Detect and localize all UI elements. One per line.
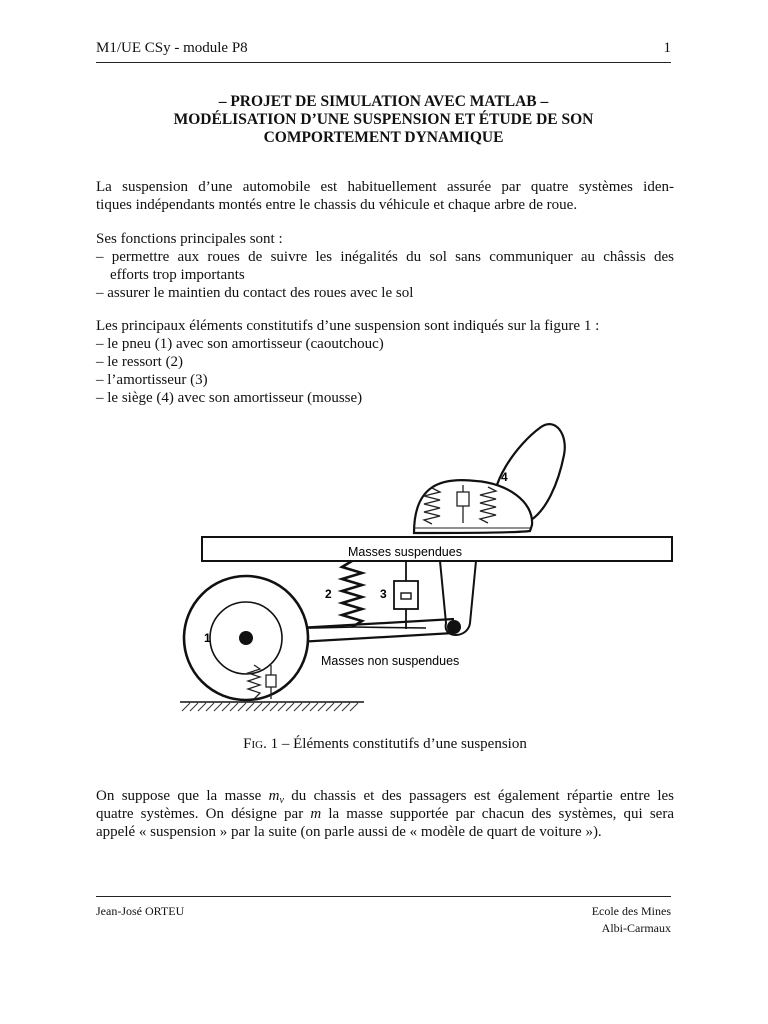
elements-heading: Les principaux éléments constitutifs d’une suspension sont indiqués sur la figure 1 : [96, 318, 600, 334]
intro-line-1: La suspension d’une automobile est habituellement assurée par quatre systèmes iden- [96, 179, 674, 195]
mass-paragraph [96, 787, 674, 841]
mass-line-1: On suppose que la masse $m_v$ du chassis et des passagers est également répartie entre les [96, 788, 674, 806]
footer-rule [96, 896, 671, 897]
header-course: M1/UE CSy - module P8 [96, 40, 248, 56]
var-m: m [268, 788, 280, 804]
footer-school-1: Ecole des Mines [591, 904, 671, 918]
label-3: 3 [380, 587, 387, 601]
main-spring [342, 561, 362, 627]
page-number: 1 [663, 40, 671, 56]
ground-hatching [182, 703, 358, 711]
title-line-3: COMPORTEMENT DYNAMIQUE [263, 129, 504, 146]
functions-heading: Ses fonctions principales sont : [96, 231, 283, 247]
label-4: 4 [501, 470, 508, 484]
label-1: 1 [204, 631, 211, 645]
functions-item-1: – permettre aux roues de suivre les inégalités du sol sans communiquer au châssis des [96, 249, 674, 265]
pivot-joint [447, 620, 461, 634]
footer-school-2: Albi-Carmaux [601, 921, 671, 935]
functions-item-1-cont: efforts trop importants [110, 267, 245, 283]
header-rule [96, 62, 671, 63]
footer-author: Jean-José ORTEU [96, 904, 185, 918]
functions-paragraph [96, 230, 674, 302]
damper-icon [394, 561, 418, 629]
list-item: – l’amortisseur (3) [96, 372, 208, 388]
label-sprung-mass: Masses suspendues [348, 545, 462, 559]
intro-paragraph [96, 178, 674, 214]
figure-caption [96, 736, 674, 753]
suspension-figure [96, 415, 674, 715]
label-2: 2 [325, 587, 332, 601]
list-item: – le ressort (2) [96, 354, 184, 370]
document-title [96, 93, 671, 147]
title-line-2: MODÉLISATION D’UNE SUSPENSION ET ÉTUDE DE SON [173, 111, 594, 128]
suspension-diagram [96, 415, 674, 715]
list-item: – le pneu (1) avec son amortisseur (caoutchouc) [96, 336, 384, 352]
var-sub-v: v [279, 795, 284, 806]
functions-item-2: – assurer le maintien du contact des roues avec le sol [96, 285, 414, 301]
var-m-2: m [310, 806, 322, 822]
title-line-1: – PROJET DE SIMULATION AVEC MATLAB – [218, 93, 549, 110]
footer-school [592, 903, 671, 937]
label-unsprung-mass: Masses non suspendues [321, 654, 460, 668]
caption-text: 1 – Éléments constitutifs d’une suspension [266, 736, 527, 752]
mass-line-3: appelé « suspension » par la suite (on parle aussi de « modèle de quart de voiture »). [96, 824, 602, 840]
caption-prefix: Fig. [243, 736, 267, 752]
elements-paragraph [96, 317, 674, 407]
mass-line-2: quatre systèmes. On désigne par m la masse supportée par chacun des systèmes, qui sera [96, 806, 674, 822]
intro-line-2: tiques indépendants montés entre le chassis du véhicule et chaque arbre de roue. [96, 197, 578, 213]
list-item: – le siège (4) avec son amortisseur (mousse) [96, 390, 363, 406]
wheel-hub [239, 631, 253, 645]
